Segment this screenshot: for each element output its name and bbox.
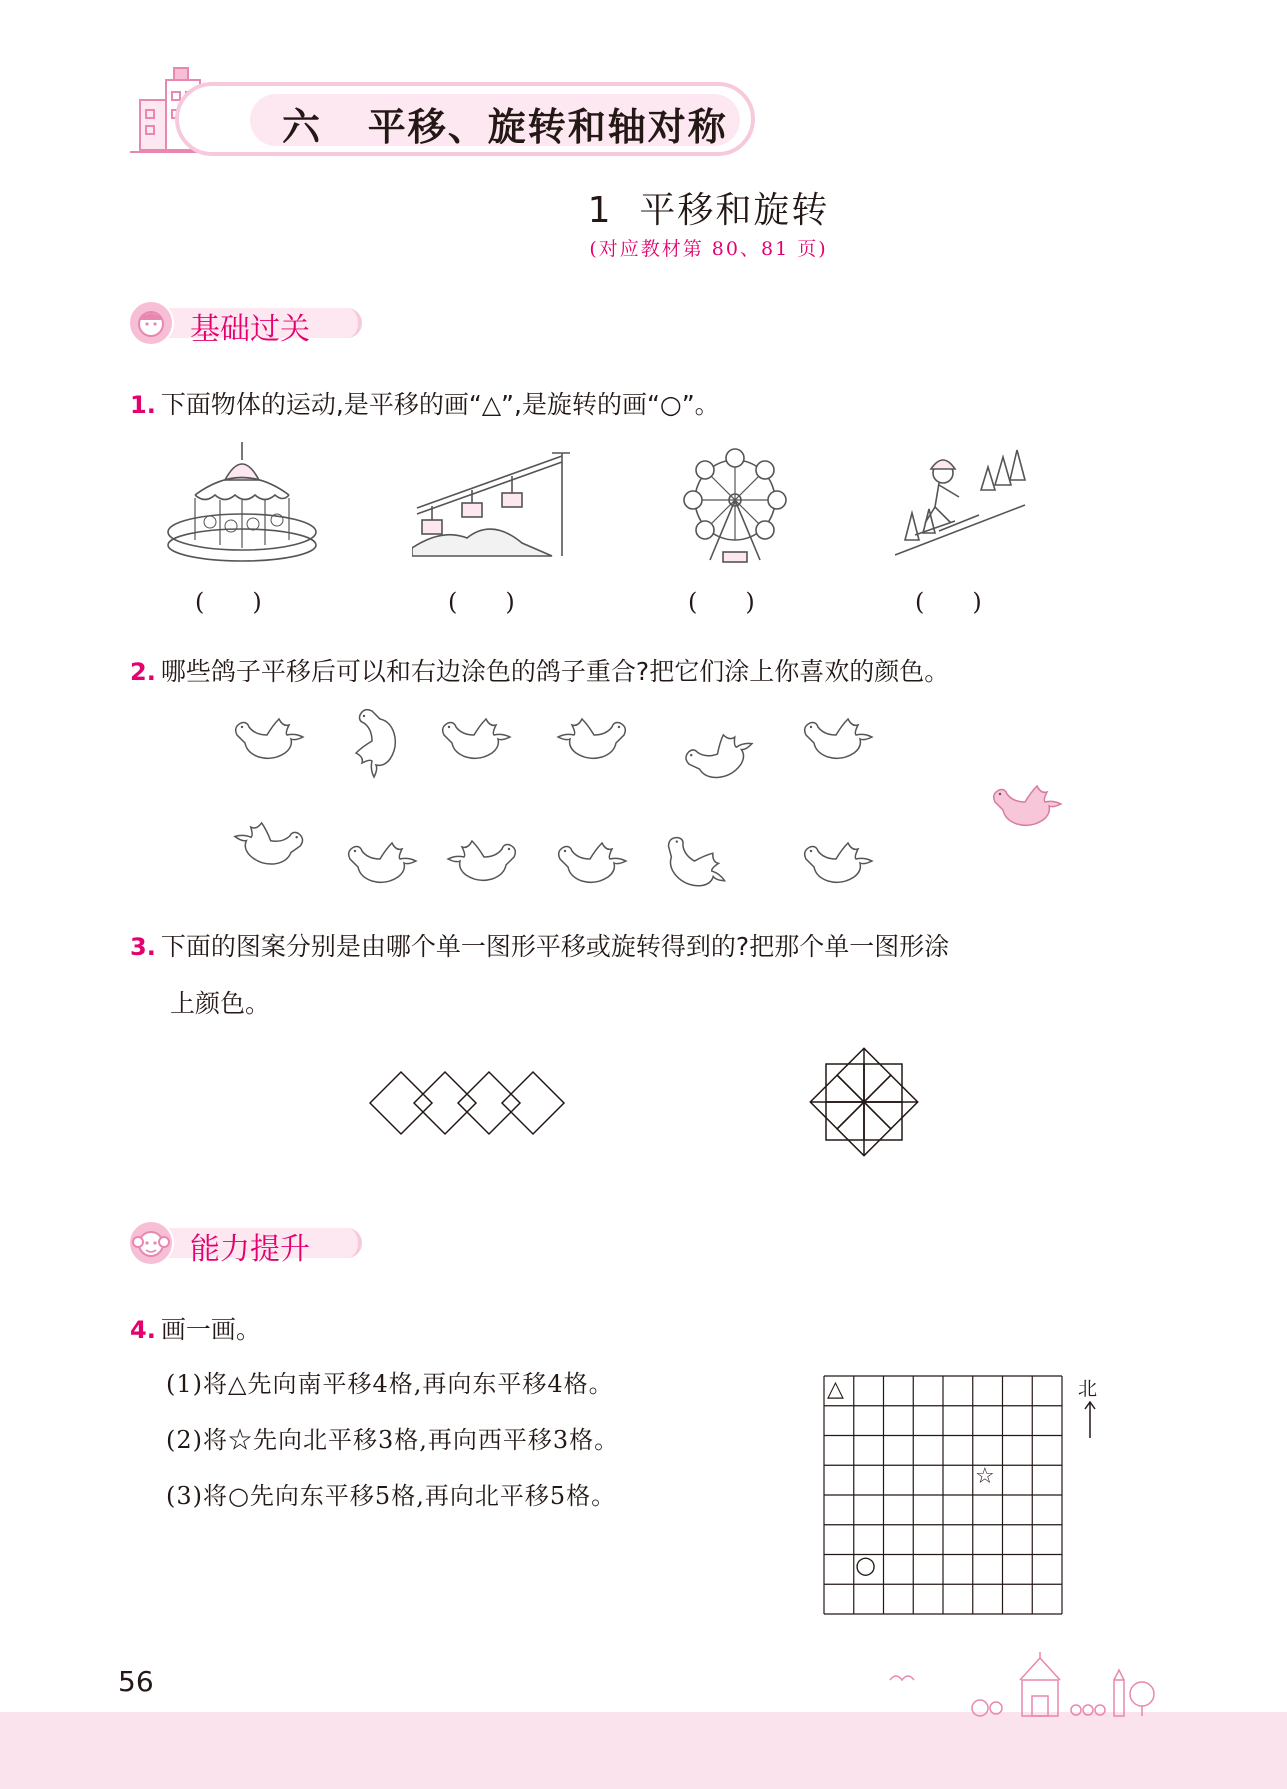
footer-castle-illustration — [880, 1650, 1170, 1720]
chapter-title — [282, 96, 728, 151]
q2-text: 哪些鸽子平移后可以和右边涂色的鸽子重合?把它们涂上你喜欢的颜色。 — [160, 657, 950, 686]
q3-text-line1: 下面的图案分别是由哪个单一图形平移或旋转得到的?把那个单一图形涂 — [160, 932, 950, 961]
tag-advanced: 能力提升 — [128, 1220, 368, 1266]
skier-image — [895, 445, 1030, 560]
section-reference: (对应教材第 80、81 页) — [589, 238, 828, 260]
north-arrow-icon — [1082, 1400, 1098, 1440]
q4-item-2: (2)将☆先向北平移3格,再向西平移3格。 — [166, 1426, 620, 1454]
section-title — [0, 182, 1287, 233]
grid-circle[interactable]: ○ — [855, 1551, 876, 1579]
q3-line1 — [130, 927, 949, 963]
q2-line — [130, 652, 949, 688]
q4-text: 画一画。 — [160, 1315, 261, 1344]
section-name: 平移和旋转 — [639, 190, 830, 231]
pinwheel-pattern[interactable] — [798, 1036, 930, 1168]
ferris-wheel-image — [665, 448, 805, 566]
q1-line — [130, 385, 720, 421]
q1-answer-blank-4[interactable]: ( ) — [915, 588, 982, 616]
q3-text-line2: 上颜色。 — [170, 989, 271, 1018]
dove-6[interactable] — [805, 719, 872, 758]
q4-item-3: (3)将○先向东平移5格,再向北平移5格。 — [166, 1482, 617, 1510]
dove-1[interactable] — [236, 719, 303, 758]
dove-2[interactable] — [356, 710, 395, 777]
footer-band — [0, 1712, 1287, 1789]
dove-4[interactable] — [558, 719, 625, 758]
north-label: 北 — [1078, 1378, 1098, 1400]
dove-5[interactable] — [683, 727, 760, 787]
dove-9[interactable] — [448, 841, 515, 880]
q2-number: 2. — [130, 658, 156, 686]
carousel-image — [165, 440, 320, 565]
q1-answer-blank-1[interactable]: ( ) — [195, 588, 262, 616]
grid-triangle[interactable]: △ — [827, 1377, 844, 1402]
girl-avatar-icon — [128, 300, 174, 346]
monkey-avatar-icon — [128, 1220, 174, 1266]
q4-line — [130, 1310, 261, 1346]
dove-8[interactable] — [349, 843, 416, 882]
q4-number: 4. — [130, 1316, 156, 1344]
q4-item-1: (1)将△先向南平移4格,再向东平移4格。 — [166, 1370, 614, 1398]
colored-dove — [994, 786, 1061, 825]
q3-number: 3. — [130, 933, 156, 961]
dove-11[interactable] — [656, 832, 734, 900]
cable-car-image — [412, 448, 572, 563]
grid-star[interactable]: ☆ — [975, 1464, 995, 1489]
drawing-grid[interactable] — [823, 1375, 1063, 1615]
doves-area — [228, 705, 1128, 905]
chapter-number: 六 — [282, 105, 323, 149]
q1-answer-blank-3[interactable]: ( ) — [688, 588, 755, 616]
q1-number: 1. — [130, 391, 156, 419]
q1-answer-blank-2[interactable]: ( ) — [448, 588, 515, 616]
diamond-chain-pattern[interactable] — [368, 1070, 568, 1136]
dove-10[interactable] — [559, 843, 626, 882]
section-number: 1 — [587, 190, 613, 231]
page-number: 56 — [118, 1665, 154, 1698]
chapter-name: 平移、旋转和轴对称 — [367, 105, 728, 149]
dove-12[interactable] — [805, 843, 872, 882]
dove-7[interactable] — [231, 819, 304, 869]
tag-basic: 基础过关 — [128, 300, 368, 346]
dove-3[interactable] — [443, 719, 510, 758]
q1-text: 下面物体的运动,是平移的画“△”,是旋转的画“○”。 — [160, 390, 720, 419]
